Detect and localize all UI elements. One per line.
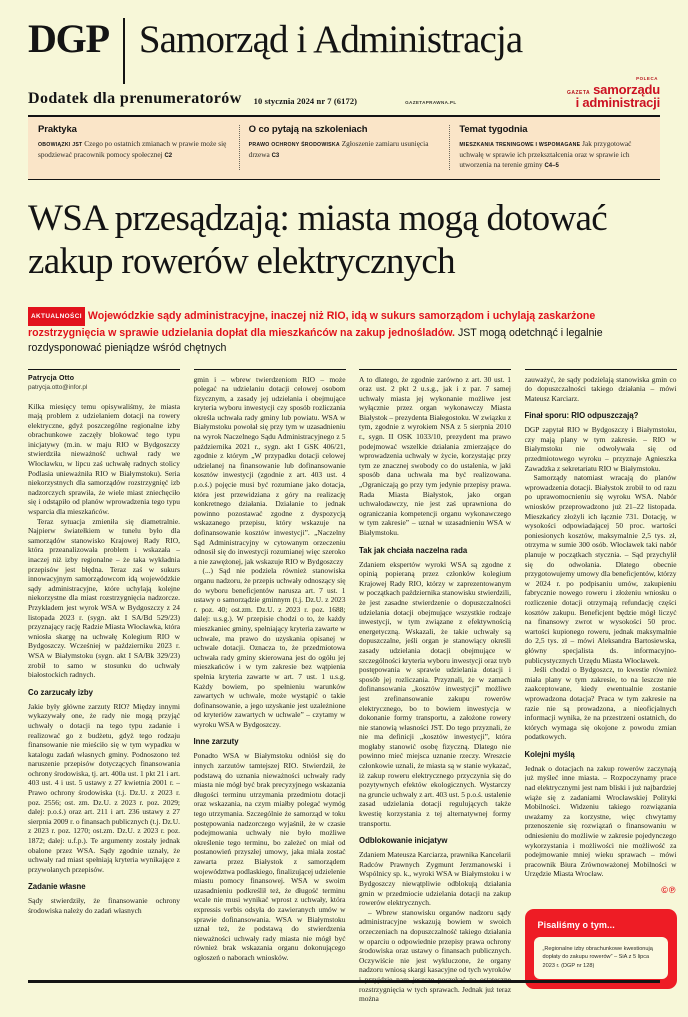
lead-highlight: Wojewódzkie sądy administracyjne, inaczej niż RIO, idą w sukurs samorządom i uchylają zaskarżone rozstrzygnięcia w sprawie udzielania dopłat dla mieszkańców na zakup jednośladów. (28, 310, 596, 339)
promo-line1: samorządu (593, 82, 660, 97)
teaser-text: Zgłoszenie zamiaru usunięcia drzewa (248, 139, 429, 159)
teaser-title: Temat tygodnia (459, 124, 528, 135)
article-column-3 (359, 369, 511, 1017)
paragraph: – Wbrew stanowisku organów nadzoru sądy administracyjne wskazują bowiem w swoich orzeczeniach na dopuszczalność takiego działania w oparciu o odpowiednie przepisy prawa ochrony środowiska oraz ustawy o finansach publicznych. Oczywiście nie jest wykluczone, że organy nadzoru wniosą skargi kasacyjne od tych wyroków i przyjdzie nam jeszcze poczekać na ostateczne rozstrzygnięcia w tych sprawach. Jednak już teraz można (359, 907, 511, 1004)
section-subhead: Tak jak chciała naczelna rada (359, 545, 468, 555)
teaser-kicker: OBOWIĄZKI JST (38, 142, 83, 148)
section-subhead: Kolejni myślą (524, 749, 575, 759)
related-box-title: Pisaliśmy o tym... (537, 920, 615, 930)
subscriber-supplement-label: Dodatek dla prenumeratorów (28, 90, 242, 107)
site-url: GAZETAPRAWNA.PL (405, 100, 457, 105)
teaser-body (249, 139, 440, 161)
teaser-text: Jak przygotować uchwałę w sprawie ich przekształcenia oraz w sprawie ich utworzenia na terenie gminy (459, 139, 632, 169)
article-headline (28, 197, 660, 283)
teaser-title: O co pytają na szkoleniach (248, 124, 368, 135)
teaser-body (38, 139, 229, 161)
paragraph: Teraz sytuacja zmieniła się diametralnie. Najpierw światełkiem w tunelu było dla samorządów stanowisko Krajowej Rady RIO, która przeanalizowała problem i wskazała – inaczej niż izby regionalne – że taka wykładnia przepisów jest błędna. Teraz zaś w sukurs innowacyjnym samorządowcom idą wojewódzkie sądy administracyjne, które uchylają kolejne niekorzystne dla miast rozstrzygnięcia nadzorcze. Przykładem jest wyrok WSA w Bydgoszczy z 24 listopada 2023 r. (sygn. akt I SA/Bd 529/23) przyznający rację Radzie Miasta Włocławka, która wniosła skargę na uchwałę Kolegium RIO w Bydgoszczy. Wcześniej w październiku 2023 r. WSA w Białymstoku (sygn. akt I SA/Bk 329/23) zrobił to samo w stosunku do uchwały białostockich radnych. (28, 516, 180, 680)
teaser-item[interactable] (239, 124, 450, 171)
issue-info: 10 stycznia 2024 nr 7 (6172) (253, 96, 358, 106)
paragraph: Sądy stwierdziły, że finansowanie ochrony środowiska należy do zadań własnych (28, 896, 180, 915)
masthead-divider (123, 18, 125, 84)
section-subhead: Co zarzucały izby (28, 687, 93, 697)
teaser-text: Czego po ostatnich zmianach w prawie może się spodziewać pracownik pomocy społecznej (38, 139, 227, 159)
promo-logo (567, 76, 660, 110)
end-mark-icon: ©℗ (661, 885, 677, 895)
teaser-item[interactable] (449, 124, 660, 171)
aktualnosci-badge: AKTUALNOŚCI (28, 307, 85, 326)
promo-line2: i administracji (575, 95, 660, 110)
paragraph: Jakie były główne zarzuty RIO? Między innymi wykazywały one, że rady nie mogą przyjąć uchwały o dotacji na tego typu zadanie i realizować go z budżetu, gdyż tego rodzaju finansowanie nie mieściło się w tym wypadku w katalogu zadań własnych gminy. Podnoszono też naruszenie przepisów dotyczących finansowania ochrony środowiska, tj. art. 400a ust. 1 pkt 21 i art. 403 ust. 4 i ust. 5 ustawy z 27 kwietnia 2001 r. – Prawo ochrony środowiska (t.j. Dz.U. z 2023 r. poz. 2556; ost. zm. Dz.U. z 2023 r. poz. 2029; dalej: p.o.ś.) oraz art. 211 i art. 236 ustawy z 27 sierpnia 2009 r. o finansach publicznych (t.j. Dz.U. z 2023 r. poz. 1270; ost.zm. Dz.U. z 2023 r. poz. 1872; dalej: u.f.p.). Te argumenty zostały jednak obalone przez WSA. Sądy zgodnie uznały, że uchwały rad miast spełniają kryteria wynikające z przywołanych przepisów. (28, 701, 180, 874)
article-lead (28, 307, 660, 357)
section-subhead: Odblokowanie inicjatyw (359, 836, 448, 846)
gazeta-small-label: GAZETA (566, 90, 591, 96)
supplement-title: Samorząd i Administracja (138, 18, 523, 61)
teaser-body (459, 139, 650, 171)
paragraph: Jednak o dotacjach na zakup rowerów zaczynają już myśleć inne miasta. – Rozpoczynamy prace nad elektrycznymi jest nam bliski i już najbardziej wiąże się z zadaniami Wrocławskiej Polityki Mobilności. Widzeniu takiego rozwiązania uważamy za korzystne, więc chwytamy przenoszenie się rozwiązań o finansowaniu w odniesieniu do możliwie w zakresie pojedynczego wykorzystania i możliwości nie możliwość za podejmowanie mniej wieku sprawach – mówi pracownik Biura Zrównoważonej Mobilności w Urzędzie Miasta Wrocław. (524, 763, 677, 879)
teaser-kicker: MIESZKANIA TRENINGOWE I WSPOMAGANE (459, 142, 581, 148)
article-column-1 (28, 369, 180, 1017)
related-article-box[interactable] (525, 909, 677, 989)
section-subhead: Inne zarzuty (193, 737, 239, 747)
lead-remainder: JST mogą odetchnąć i legalnie rozdysponować pieniądze wśród chętnych (28, 326, 603, 354)
headline-line-1: WSA przesądzają: miasta mogą dotować (28, 198, 607, 239)
poleca-label: POLECA (636, 76, 658, 81)
paragraph: (...) Sąd nie podziela również stanowiska organu nadzoru, że przepis uchwały odnoszący się do wyboru beneficjentów narusza art. 7 ust. 1 ustawy o samorządzie gminnym (t.j. Dz.U. z 2023 r. poz. 40; ost.zm. Dz.U. z 2023 r. poz. 1688; dalej: u.s.g.). W przepisie chodzi o to, że każdy mieszkaniec gminy, spełniający kryteria zawarte w uchwale, ma prawo do uzyskania opisanej w uchwale dotacji. Oznacza to, że przedmiotowa uchwała rady gminy skierowana jest do ogółu jej mieszkańców i w tym zakresie bez wątpienia spełnia kryteria zawarte w art. 7 ust. 1 u.s.g. Każdy bowiem, po spełnieniu warunków zawartych w uchwale, może wystąpić o takie dofinansowanie, a jego uzyskanie jest uzależnione od kryteriów zawartych w uchwale” – czytamy w wyroku WSA w Bydgoszczy. (193, 566, 346, 729)
paragraph: Zdaniem ekspertów wyroki WSA są zgodne z opinią popieraną przez członków kolegium Krajowej Rady RIO, którzy w zaprezentowanym w początkach października stanowisku stwierdzili, że jest zasadne stwierdzenie o dopuszczalności udzielania dotacji obejmujące wszystkie rodzaje inwestycji, w tym związane z efektywnością energetyczną. Wskazali, że takie uchwały są dopuszczalne, jeśli organ je stanowiący określi zasady udzielania dotacji obejmujące w szczególności kryteria wyboru inwestycji oraz tryb postępowania w sprawie udzielania dotacji i sposób jej rozliczania. Przyznali, że w zamach dofinansowania „kosztów inwestycji” możliwe jest zrefinansowanie zakupu rowerów elektrycznego, bo to bowiem inwestycja w dokonanie formy transportu, a założone rowery nie stanowią własności JST. Do tego przyznali, że nie ma definicji „kosztów inwestycji”, która mogłaby stanowić osobę fizyczną. Dlatego nie powinno mieć miejsca uznanie rzeczy. Wreszcie członkowie uznali, że miasta są w stanie wykazać, iż zakup roweru elektrycznego przyczynia się do pozytywnych efektów ekologicznych. Wystarczy na gruncie uchwały z art. 403 ust. 5 p.o.ś. ustalenie zasad udzielania dotacji regulujących także kwestię korzystania z tej alternatywnej formy transportu. (359, 559, 511, 828)
paragraph: Zdaniem Mateusza Karciarza, prawnika Kancelarii Radców Prawnych Zygmunt Jerzmanowski i Wspólnicy sp. k., wyroki WSA w Białymstoku i w Bydgoszczy niewątpliwie odblokują działania gmin w przedmiocie udzielania dotacji na zakup rowerów elektrycznych. (359, 850, 511, 908)
teaser-bar (28, 117, 660, 180)
article-columns (28, 369, 677, 1017)
paragraph: gmin i – wbrew twierdzeniom RIO – może polegać na udzielaniu dotacji celowej osobom fizycznym, a zasady jej udzielania i obejmujące kryteria wyboru inwestycji czy sposób rozliczania określa uchwała rady gminy lub powiatu. WSA w Białymstoku powołał się przy tym w uzasadnieniu na wyrok Naczelnego Sądu Administracyjnego z 5 października 2021 r., sygn. akt I GSK 406/21, zgodnie z którym „W przypadku dotacji celowej udzielanej na finansowanie lub dofinansowanie kosztów inwestycji (zgodnie z art. 403 ust. 4 p.o.ś.) pojęcie musi być rozumiane jako dotacja, która jest przewidziana z góry na realizację konkretnego działania. Działanie to jednak powinno pozostawać zgodne z dyspozycją wskazanego przepisu, który wskazuje na dofinansowanie kosztów inwestycji”. „Naczelny Sąd Administracyjny w cytowanym orzeczeniu odnosił się do inwestycji rozumianej więc szeroko a nie zawężonej, jak wskazuje RIO w Bydgoszczy (193, 374, 346, 566)
masthead-subrow (28, 78, 660, 108)
teaser-page-ref: C3 (271, 153, 280, 159)
section-subhead: Zadanie własne (28, 882, 86, 892)
paragraph: A to dlatego, że zgodnie zarówno z art. 30 ust. 1 oraz ust. 2 pkt 2 u.s.g., jak i z par. 7 samej uchwały miasta jej wykonanie możliwe jest wyłącznie przez organ wykonawczy Miasta Białystok – prezydenta Białegostoku. W związku z tym, zgodnie z wyrokiem NSA z 5 sierpnia 2010 r., sygn. II OSK 1033/10, prezydent ma prawo podejmować wszelkie działania zmierzające do wprowadzenia uchwały w życie, korzystając przy tym ze znacznej swobody co do ustalenia, w jaki sposób dana uchwała ma być realizowana. „Ograniczają go przy tym jedynie przepisy prawa. Rada Miasta Białystok, jako organ uchwałodawczy, nie jest zaś uprawniona do ograniczania kompetencji organu wykonawczego w tym zakresie” – uznał w uzasadnieniu WSA w Białymstoku. (359, 374, 511, 537)
paragraph: Jeśli chodzi o Bydgoszcz, to kwestie również miała plany w tym zakresie, to na leszcze nie zaakceptowane, kiedy ewentualnie zostanie wprowadzona dotacja? Praca w tym zakresie na razie nie są prowadzona, a nieoficjalnych informacji wynika, że na przestrzeni ostatnich, do których wymaga się okojone z powodu zmian podatkowych. (524, 665, 677, 742)
paragraph: Ponadto WSA w Białymstoku odniósł się do innych zarzutów tamtejszej RIO. Stwierdził, że podstawą do uznania nieważności uchwały rady miasta nie mógł być brak precyzyjnego wskazania długości terminu utrzymania przedmiotu dotacji oraz wskazania, na czym miałby polegać wymóg tego utrzymania. Szczególnie że samorząd w toku postępowania nadzorczego wyjaśnił, że w czasie podejmowania uchwały nie było możliwe określenie tego terminu, bo zależeć on miał od postanowień przyszłej umowy, jaka miała zostać zawarta przez Białystok z samorządem województwa podlaskiego, finalizującej udzielenie miastu pomocy finansowej. WSA w swoim uzasadnieniu podkreślił też, że długość terminu wcale nie musi wynikać wprost z uchwały, która expressis verbis odsyła do zawieranych umów w sprawie dofinansowania. WSA w Białymstoku uznał też, że podstawą do stwierdzenia nieważności uchwały rady miasta nie mógł być również brak wskazania organu dokonującego ogłoszeń o naborach wniosków. (193, 751, 346, 962)
paragraph: DGP zapytał RIO w Bydgoszczy i Białymstoku, czy mają plany w tym zakresie. – RIO w Białymstoku nie odwoływała się od przedmiotowego wyroku – przyznaje Agnieszka Zawadzka z sekretariatu RIO w Białymstoku. (524, 425, 677, 473)
article-column-4 (525, 369, 677, 1017)
teaser-item[interactable] (28, 124, 239, 171)
byline-email[interactable]: patrycja.otto@infor.pl (28, 383, 88, 391)
byline-author: Patrycja Otto (28, 374, 75, 382)
dgp-logo: DGP (28, 16, 109, 61)
related-box-inner (534, 937, 668, 979)
teaser-page-ref: C4–5 (544, 163, 559, 169)
teaser-page-ref: C2 (164, 153, 173, 159)
teaser-kicker: PRAWO OCHRONY ŚRODOWISKA (248, 142, 340, 148)
article-column-2 (194, 369, 346, 1017)
masthead (28, 18, 660, 66)
page-bottom-rule (28, 980, 660, 983)
section-subhead: Finał sporu: RIO odpuszczają? (524, 411, 639, 421)
paragraph: Samorządy natomiast wracają do planów wprowadzenia dotacji. Białystok zrobił to od razu po uprawomocnieniu się wyroku WSA. Nabór wniosków przeprowadzono już 21–22 listopada. Mieszkańcy złożyli ich łącznie 731. Dotację, w wysokości odpowiadającej 50 proc. wartości poniesionych kosztów, maksymalnie 2,5 tys. zł, otrzyma w sumie 300 osób. Włocławek taki nabór planuje w początkach stycznia. – Sąd przychylił się do odwołania. Dlatego obecnie przygotowujemy umowy dla beneficjentów, którzy w 2024 r. po podpisaniu umów, zakupieniu fabrycznie nowego roweru i złożeniu wniosku o rozliczenie dotacji otrzymają refundację części kosztów zakupu. Beneficjent będzie mógł liczyć na finansowy zwrot w wysokości 50 proc. wartości kupionego roweru, jednak maksymalnie do 2,5 tys. zł – mówi Aleksandra Bartosiewska, główny specjalista ds. informacyjno-publicystycznych Urzędu Miasta Włocławek. (524, 473, 677, 665)
paragraph: zauważyć, że sądy podzielają stanowiska gmin co do dopuszczalności takiego działania – mówi Mateusz Karciarz. (524, 374, 677, 403)
headline-line-2: zakup rowerów elektrycznych (28, 241, 455, 282)
paragraph: Kilka miesięcy temu opisywaliśmy, że miasta mają problem z udzielaniem dotacji na rowery elektryczne, gdyż poszczególne regionalne izby obrachunkowe zaczęły blokować tego typu inicjatywy (m.in. w maju RIO w Bydgoszczy stwierdziła nieważność uchwał rady we Włocławku, w lipcu zaś uchwałę radnych stolicy Podlasia unieważniła RIO w Białymstoku). Seria niekorzystnych dla samorządów rozstrzygnięć izb nadzorczych sprawiła, że wiele miast zniechęciło się i odstąpiło od planów wprowadzenia tego typu wsparcia dla mieszkańców. (28, 401, 180, 517)
related-box-text: „Regionalne izby obrachunkowe kwestionują dopłaty do zakupu rowerów” – SiA z 5 lipca 2023 r. (DGP nr 128) (542, 946, 653, 969)
teaser-title: Praktyka (38, 124, 77, 135)
